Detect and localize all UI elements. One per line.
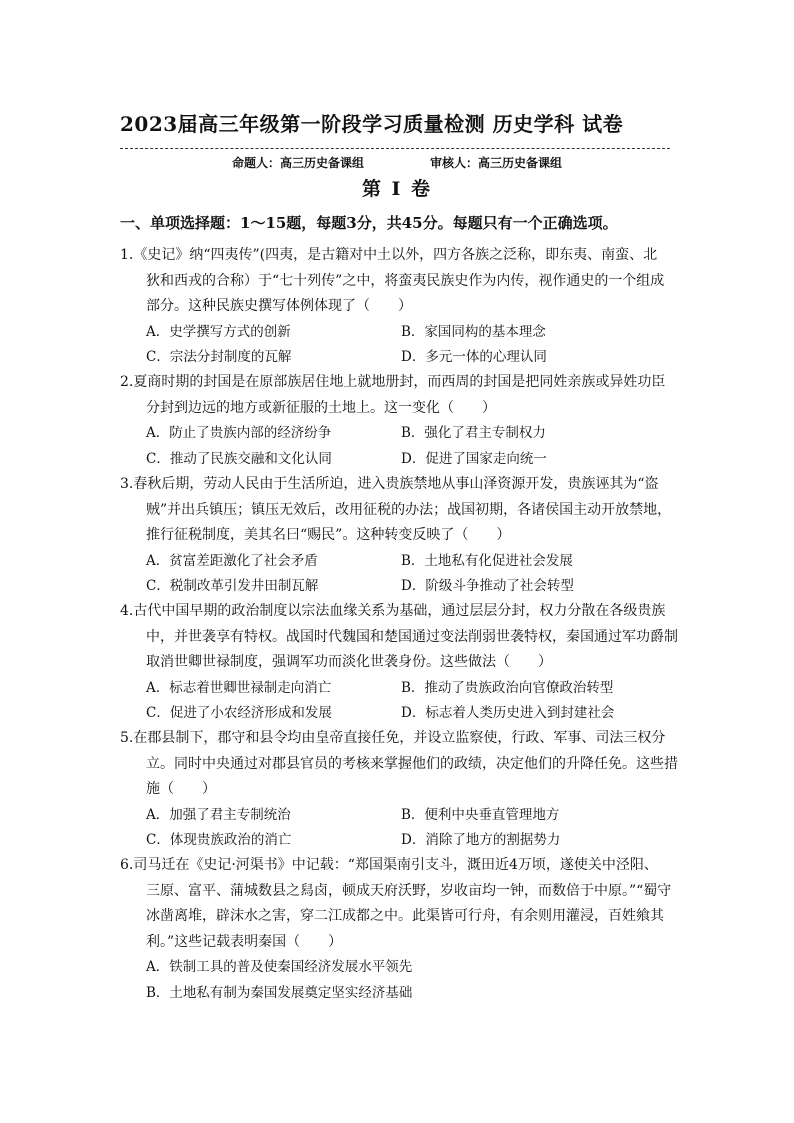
question-line: 3.春秋后期，劳动人民由于生活所迫，进入贵族禁地从事山泽资源开发，贵族诬其为“盗 xyxy=(120,476,659,492)
option-b[interactable]: B．推动了贵族政治向官僚政治转型 xyxy=(401,679,614,696)
option-b[interactable]: B．强化了君主专制权力 xyxy=(401,425,546,441)
question-line: 立。同时中央通过对郡县官员的考核来掌握他们的政绩，决定他们的升降任免。这些措 xyxy=(146,755,678,772)
options xyxy=(120,320,680,371)
question-6 xyxy=(120,853,680,1006)
question-line: 三原、富平、蒲城数县之舄卤，顿成天府沃野，岁收亩均一钟，而数倍于中原。”“蜀守 xyxy=(146,882,672,899)
option-b[interactable]: B．家国同构的基本理念 xyxy=(401,323,546,340)
option-b[interactable]: B．土地私有制为秦国发展奠定坚实经济基础 xyxy=(146,984,413,1001)
question-line: 1.《史记》纳“四夷传”(四夷，是古籍对中土以外，四方各族之泛称，即东夷、南蛮、北 xyxy=(120,247,658,263)
options xyxy=(120,676,680,727)
question-1 xyxy=(120,243,680,371)
question-line: 分封到边远的地方或新征服的土地上。这一变化（ ） xyxy=(146,399,496,416)
option-a[interactable]: A．贫富差距激化了社会矛盾 xyxy=(146,552,318,569)
option-a[interactable]: A．标志着世卿世禄制走向消亡 xyxy=(146,679,332,696)
option-a[interactable]: A．防止了贵族内部的经济纷争 xyxy=(146,425,332,441)
option-d[interactable]: D．促进了国家走向统一 xyxy=(401,450,547,467)
question-line: 5.在郡县制下，郡守和县令均由皇帝直接任免，并设立监察使，行政、军事、司法三权分 xyxy=(120,730,666,746)
options xyxy=(120,803,680,854)
option-a[interactable]: A．史学撰写方式的创新 xyxy=(146,323,291,340)
question-line: 2.夏商时期的封国是在原部族居住地上就地册封，而西周的封国是把同姓亲族或异姓功臣 xyxy=(120,374,666,390)
option-c[interactable]: C．税制改革引发井田制瓦解 xyxy=(146,578,319,594)
question-5 xyxy=(120,726,680,854)
option-a[interactable]: A．加强了君主专制统治 xyxy=(146,806,291,823)
section-heading: 一、单项选择题：1～15题，每题3分，共45分。每题只有一个正确选项。 xyxy=(120,214,618,232)
option-d[interactable]: D．阶级斗争推动了社会转型 xyxy=(401,578,574,594)
question-line: 利。”这些记载表明秦国（ ） xyxy=(146,933,343,950)
volume-heading: 第 Ⅰ 卷 xyxy=(361,178,433,200)
question-line: 推行征税制度，美其名曰“赐民”。这种转变反映了（ ） xyxy=(146,527,511,543)
option-a[interactable]: A．铁制工具的普及使秦国经济发展水平领先 xyxy=(146,959,413,975)
question-line: 贼”并出兵镇压；镇压无效后，改用征税的办法；战国初期，各诸侯国主动开放禁地， xyxy=(146,501,672,518)
question-line: 施（ ） xyxy=(146,781,216,797)
options xyxy=(120,549,680,600)
option-c[interactable]: C．体现贵族政治的消亡 xyxy=(146,832,292,848)
option-b[interactable]: B．便利中央垂直管理地方 xyxy=(401,806,560,823)
option-c[interactable]: C．促进了小农经济形成和发展 xyxy=(146,705,332,721)
question-line: 冰凿离堆，辟沫水之害，穿二江成都之中。此渠皆可行舟，有余则用灌浸，百姓飨其 xyxy=(146,908,664,924)
question-line: 6.司马迁在《史记·河渠书》中记载：“郑国渠南引支斗，溉田近4万顷，遂使关中泾阳、 xyxy=(120,857,658,873)
question-line: 取消世卿世禄制度，强调军功而淡化世袭身份。这些做法（ ） xyxy=(146,654,552,670)
option-d[interactable]: D．标志着人类历史进入到封建社会 xyxy=(401,705,615,721)
header-divider xyxy=(120,148,670,149)
option-c[interactable]: C．推动了民族交融和文化认同 xyxy=(146,450,332,467)
options xyxy=(120,421,680,472)
question-line: 中，并世袭享有特权。战国时代魏国和楚国通过变法削弱世袭特权，秦国通过军功爵制 xyxy=(146,628,678,645)
option-c[interactable]: C．宗法分封制度的瓦解 xyxy=(146,349,292,365)
option-d[interactable]: D．多元一体的心理认同 xyxy=(401,349,547,365)
question-4 xyxy=(120,599,680,727)
options xyxy=(120,955,680,1006)
reviewer-text: 审核人：高三历史备课组 xyxy=(430,156,563,170)
exam-title: 2023届高三年级第一阶段学习质量检测 历史学科 试卷 xyxy=(120,112,624,136)
author-text: 命题人：高三历史备课组 xyxy=(232,156,365,170)
option-b[interactable]: B．土地私有化促进社会发展 xyxy=(401,552,573,569)
option-d[interactable]: D．消除了地方的割据势力 xyxy=(401,832,561,848)
question-line: 部分。这种民族史撰写体例体现了（ ） xyxy=(146,298,412,314)
question-3 xyxy=(120,472,680,600)
question-line: 狄和西戎的合称）于“七十列传”之中，将蛮夷民族史作为内传，视作通史的一个组成 xyxy=(146,272,665,289)
author-line xyxy=(232,154,562,171)
question-2 xyxy=(120,370,680,472)
question-line: 4.古代中国早期的政治制度以宗法血缘关系为基础，通过层层分封，权力分散在各级贵族 xyxy=(120,603,666,619)
